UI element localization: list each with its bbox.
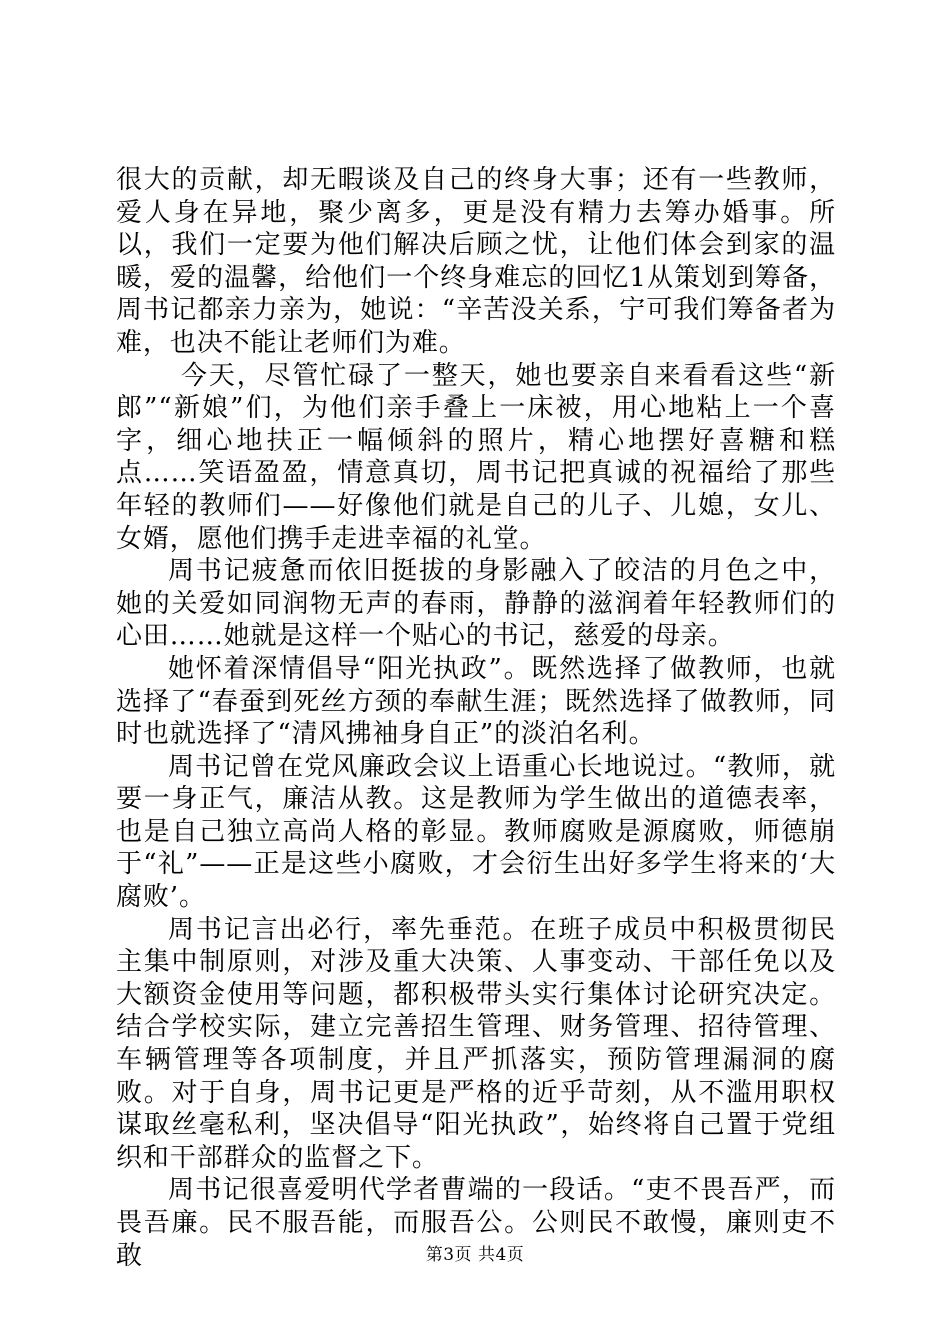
- paragraph-6: 周书记言出必行，率先垂范。在班子成员中积极贯彻民主集中制原则，对涉及重大决策、人事变动、干部任免以及大额资金使用等问题，都积极带头实行集体讨论研究决定。结合学校实际，建立完善招生管理、财务管理、招待管理、车辆管理等各项制度，并且严抓落实，预防管理漏洞的腐败。对于自身，周书记更是严格的近乎苛刻，从不滥用职权谋取丝毫私利，坚决倡导“阳光执政”，始终将自己置于党组织和干部群众的监督之下。: [116, 914, 836, 1173]
- document-body: [116, 164, 836, 1272]
- paragraph-7: 周书记很喜爱明代学者曹端的一段话。“吏不畏吾严，而畏吾廉。民不服吾能，而服吾公。公则民不敢慢，廉则吏不敢: [116, 1175, 836, 1271]
- paragraph-2: 今天，尽管忙碌了一整天，她也要亲自来看看这些“新郎”“新娘”们，为他们亲手叠上一床被，用心地粘上一个喜字，细心地扶正一幅倾斜的照片，精心地摆好喜糖和糕点……笑语盈盈，情意真切，周书记把真诚的祝福给了那些年轻的教师们——好像他们就是自己的儿子、儿媳，女儿、女婿，愿他们携手走进幸福的礼堂。: [116, 360, 836, 554]
- paragraph-1: 很大的贡献，却无暇谈及自己的终身大事；还有一些教师，爱人身在异地，聚少离多，更是没有精力去筹办婚事。所以，我们一定要为他们解决后顾之忧，让他们体会到家的温暖，爱的温馨，给他们一个终身难忘的回忆1从策划到筹备，周书记都亲力亲为，她说：“辛苦没关系，宁可我们筹备者为难，也决不能让老师们为难。: [116, 165, 836, 358]
- paragraph-4: 她怀着深情倡导“阳光执政”。既然选择了做教师，也就选择了“春蚕到死丝方颈的奉献生涯；既然选择了做教师，同时也就选择了“清风拂袖身自正”的淡泊名利。: [116, 653, 836, 750]
- paragraph-5: 周书记曾在党风廉政会议上语重心长地说过。“教师，就要一身正气，廉洁从教。这是教师为学生做出的道德表率，也是自己独立高尚人格的彰显。教师腐败是源腐败，师德崩于“礼”——正是这些小腐败，才会衍生出好多学生将来的‘大腐败’。: [116, 751, 836, 913]
- page-footer: 第3页 共4页: [425, 1245, 525, 1265]
- paragraph-3: 周书记疲惫而依旧挺拔的身影融入了皎洁的月色之中，她的关爱如同润物无声的春雨，静静的滋润着年轻教师们的心田……她就是这样一个贴心的书记，慈爱的母亲。: [116, 556, 836, 652]
